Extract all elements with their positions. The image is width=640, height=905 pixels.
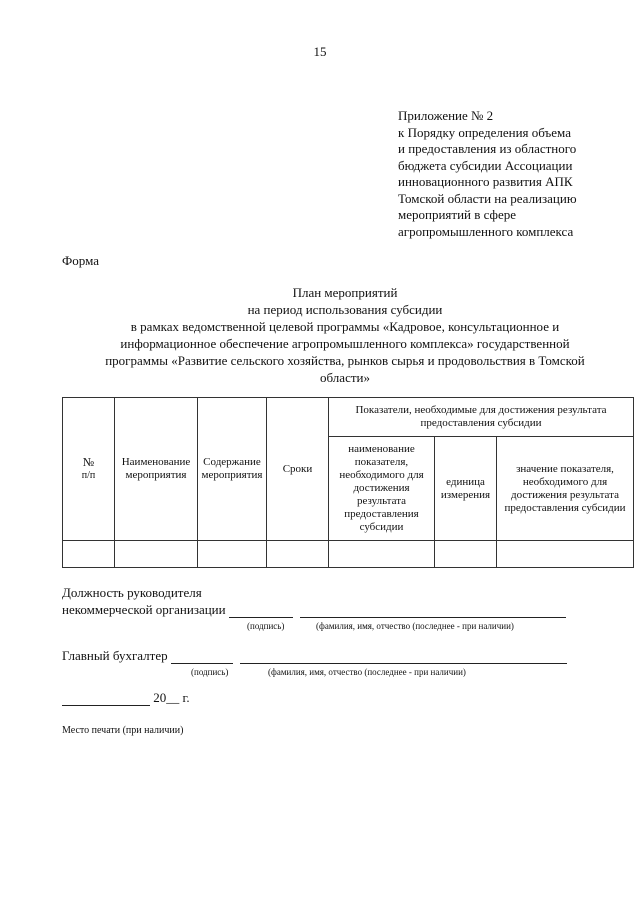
table-cell[interactable] (497, 541, 634, 568)
table-cell[interactable] (115, 541, 198, 568)
header-cell-value (497, 437, 634, 541)
indicator-name-text: наименование показателя, необходимого для достижения результата предоставления субсидии (339, 443, 424, 533)
table-cell[interactable] (198, 541, 267, 568)
header-cell-indicators (329, 398, 634, 437)
header-cell-terms (267, 398, 329, 541)
header-content-text: Содержание мероприятия (201, 456, 263, 481)
title-line: программы «Развитие сельского хозяйства, рынков сырья и продовольствия в Томской (105, 353, 585, 368)
table-row (63, 541, 634, 568)
date-year: 20__ г. (153, 690, 190, 705)
appendix-line: к Порядку определения объема (398, 124, 571, 140)
accountant-row (62, 648, 567, 664)
date-row (62, 690, 190, 706)
title-line: информационное обеспечение агропромышленного комплекса» государственной (120, 336, 570, 351)
appendix-block (398, 108, 618, 240)
header-cell-number (63, 398, 115, 541)
table-cell[interactable] (63, 541, 115, 568)
date-field[interactable] (62, 692, 150, 706)
document-title (55, 284, 635, 386)
stamp-place: Место печати (при наличии) (62, 725, 184, 736)
header-cell-content (198, 398, 267, 541)
header-cell-indicator-name (329, 437, 435, 541)
table-cell[interactable] (435, 541, 497, 568)
header-cell-unit (435, 437, 497, 541)
plan-table (62, 397, 634, 568)
head-signature-field[interactable] (229, 604, 293, 618)
value-text: значение показателя, необходимого для достижения результата предоставления субсидии (504, 462, 626, 514)
appendix-line: Приложение № 2 (398, 108, 494, 123)
header-cell-name (115, 398, 198, 541)
header-number-sub: п/п (81, 470, 96, 481)
head-signature-row (62, 602, 566, 618)
unit-text: единица измерения (440, 475, 491, 501)
page-number: 15 (313, 44, 327, 59)
accountant-signature-field[interactable] (171, 650, 233, 664)
appendix-line: мероприятий в сфере (398, 207, 517, 222)
head-name-caption: (фамилия, имя, отчество (последнее - при наличии) (316, 621, 514, 631)
head-signature-caption: (подпись) (247, 621, 285, 631)
accountant-name-caption: (фамилия, имя, отчество (последнее - при наличии) (268, 667, 466, 677)
table-cell[interactable] (329, 541, 435, 568)
title-line: области» (320, 370, 370, 385)
appendix-line: Томской области на реализацию (398, 190, 577, 206)
appendix-line: и предоставления из областного (398, 141, 577, 156)
header-number-sign: № (82, 455, 95, 469)
header-terms-text: Сроки (282, 462, 313, 475)
head-position-line2: некоммерческой организации (62, 602, 226, 617)
form-label: Форма (62, 253, 99, 268)
appendix-line: инновационного развития АПК (398, 174, 573, 189)
head-position-line1: Должность руководителя (62, 585, 202, 600)
title-line: План мероприятий (292, 285, 398, 300)
header-name-text: Наименование мероприятия (121, 456, 191, 481)
appendix-line: агропромышленного комплекса (398, 223, 574, 239)
head-name-field[interactable] (300, 604, 566, 618)
accountant-name-field[interactable] (240, 650, 567, 664)
accountant-signature-caption: (подпись) (191, 667, 229, 677)
title-line: в рамках ведомственной целевой программы «Кадровое, консультационное и (130, 319, 560, 334)
table-cell[interactable] (267, 541, 329, 568)
title-line: на период использования субсидии (247, 302, 443, 317)
header-indicators-text: Показатели, необходимые для достижения результата предоставления субсидии (355, 404, 607, 429)
appendix-line: бюджета субсидии Ассоциации (398, 157, 573, 173)
accountant-label: Главный бухгалтер (62, 648, 168, 663)
